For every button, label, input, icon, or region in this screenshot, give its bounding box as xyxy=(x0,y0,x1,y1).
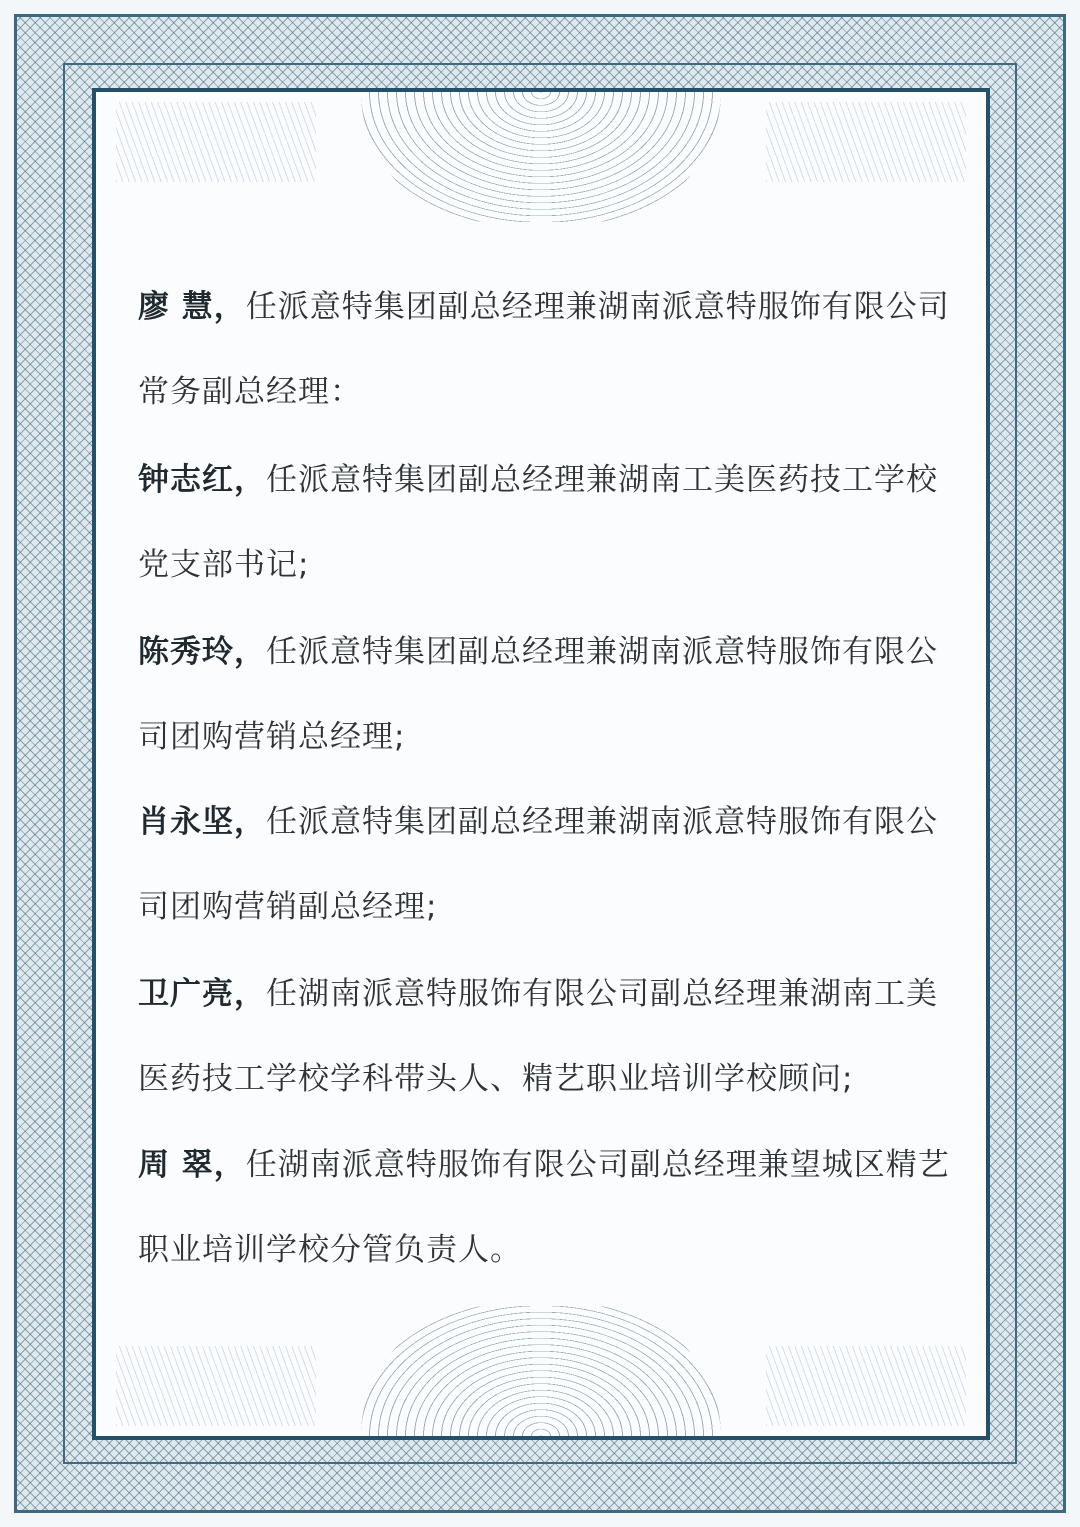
top-right-ornament xyxy=(766,102,966,182)
entry-line: 职业培训学校分管负责人。 xyxy=(138,1232,522,1268)
person-name: 肖永坚， xyxy=(138,804,266,840)
certificate-panel xyxy=(92,88,990,1440)
entry-line xyxy=(138,632,938,672)
entry-line: 医药技工学校学科带头人、精艺职业培训学校顾问; xyxy=(138,1061,854,1097)
top-ornament xyxy=(361,92,721,222)
entry-line xyxy=(138,460,938,500)
entry-line: 党支部书记; xyxy=(138,547,310,583)
bottom-right-ornament xyxy=(766,1346,966,1426)
person-name: 陈秀玲， xyxy=(138,634,266,670)
entry-line xyxy=(138,1145,950,1185)
person-name: 钟志红， xyxy=(138,462,266,498)
entry-line xyxy=(138,974,938,1014)
entry-text: 任派意特集团副总经理兼湖南派意特服饰有限公司 xyxy=(245,289,950,325)
entry-text: 任湖南派意特服饰有限公司副总经理兼望城区精艺 xyxy=(245,1147,950,1183)
bottom-ornament xyxy=(361,1306,721,1436)
bottom-left-ornament xyxy=(116,1346,316,1426)
top-left-ornament xyxy=(116,102,316,182)
entry-line: 司团购营销总经理; xyxy=(138,719,406,755)
entry-line: 常务副总经理： xyxy=(138,374,362,410)
entry-line xyxy=(138,287,950,327)
entry-text: 任湖南派意特服饰有限公司副总经理兼湖南工美 xyxy=(266,976,938,1012)
person-name: 廖 慧， xyxy=(138,289,246,325)
entry-text: 任派意特集团副总经理兼湖南工美医药技工学校 xyxy=(266,462,938,498)
person-name: 卫广亮， xyxy=(138,976,266,1012)
person-name: 周 翠， xyxy=(138,1147,246,1183)
entry-line xyxy=(138,802,938,842)
entry-text: 任派意特集团副总经理兼湖南派意特服饰有限公 xyxy=(266,804,938,840)
entry-text: 任派意特集团副总经理兼湖南派意特服饰有限公 xyxy=(266,634,938,670)
entry-line: 司团购营销副总经理; xyxy=(138,889,438,925)
